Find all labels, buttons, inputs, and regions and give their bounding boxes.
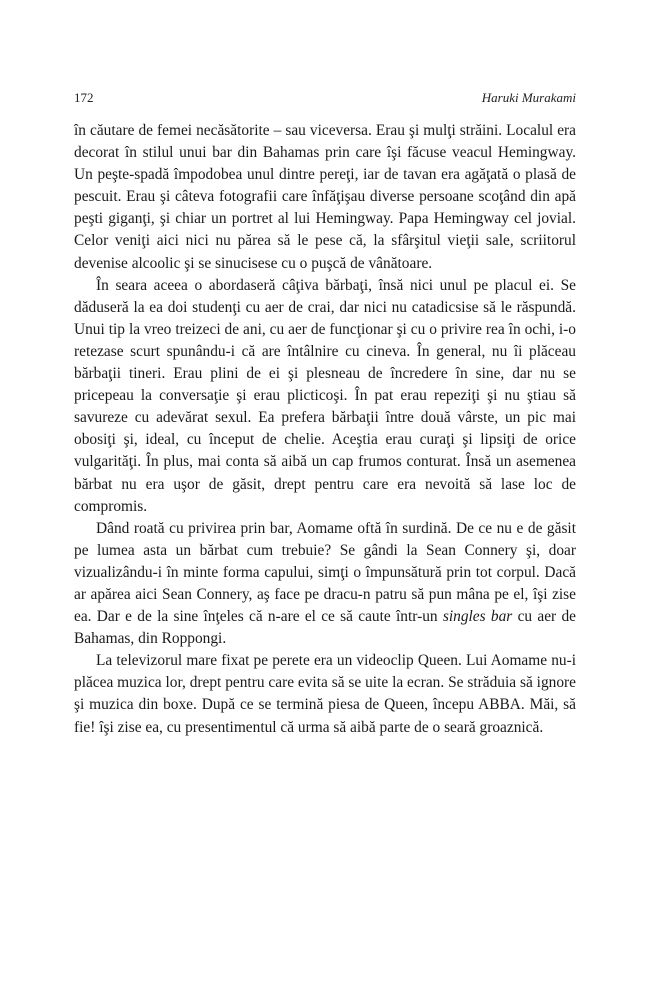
paragraph-3-emphasis: singles bar (442, 608, 513, 626)
paragraph-2: În seara aceea o abordaseră câţiva bărbaţi, însă nici unul pe placul ei. Se dăduseră la ea doi studenţi cu aer de crai, dar nici nu catadicsise să le răspundă. Unui tip la vreo treizeci de ani, cu aer de funcţionar şi cu o privire rea în ochi, i-o retezase scurt spunându-i că are întâlnire cu cineva. În general, nu îi plăceau bărbaţii tineri. Erau plini de ei şi plesneau de încredere în sine, dar nu se pricepeau la conversaţie şi erau plicticoşi. În pat erau repeziţi şi nu ştiau să savureze cu adevărat sexul. Ea prefera bărbaţii între două vârste, un pic mai obosiţi şi, ideal, cu început de chelie. Aceştia erau curaţi şi lipsiţi de orice vulgarităţi. În plus, mai conta să aibă un cap frumos conturat. Însă un asemenea bărbat nu era uşor de găsit, drept pentru care era nevoită să lase loc de compromis. (74, 276, 576, 515)
paragraph-4: La televizorul mare fixat pe perete era un videoclip Queen. Lui Aomame nu-i plăcea muzica lor, drept pentru care evita să se uite la ecran. Se străduia să ignore şi muzica din boxe. După ce se termină piesa de Queen, începu ABBA. Măi, să fie! îşi zise ea, cu presentimentul că urma să aibă parte de o seară groaznică. (74, 652, 576, 736)
page-header (74, 90, 576, 110)
paragraph-3-text-before: Dând roată cu privirea prin bar, Aomame oftă în surdină. De ce nu e de găsit pe lumea asta un bărbat cum trebuie? Se gândi la Sean Connery şi, doar vizualizându-i în minte forma capului, simţi o împunsătură prin tot corpul. Dacă ar apărea aici Sean Connery, aş face pe dracu-n patru să pun mâna pe el, îşi zise ea. Dar e de la sine înţeles că n-are el ce să caute într-un (74, 519, 576, 626)
page-number: 172 (74, 90, 94, 105)
paragraph-3-text-after: cu aer de Bahamas, din Roppongi. (74, 608, 576, 648)
paragraph-1: în căutare de femei necăsătorite – sau viceversa. Erau şi mulţi străini. Localul era decorat în stilul unui bar din Bahamas prin care îşi făcuse veacul Hemingway. Un peşte-spadă împodobea unul dintre pereţi, iar de tavan era agăţată o plasă de pescuit. Erau şi câteva fotografii care înfăţişau diverse persoane scoţând din apă peşti giganţi, şi chiar un portret al lui Hemingway. Papa Hemingway cel jovial. Celor veniţi aici nici nu părea să le pese că, la sfârşitul vieţii sale, scriitorul devenise alcoolic şi se sinucisese cu o puşcă de vânătoare. (74, 122, 576, 272)
running-head: Haruki Murakami (481, 90, 576, 105)
paragraph-3 (74, 518, 576, 651)
body-text (74, 120, 576, 739)
